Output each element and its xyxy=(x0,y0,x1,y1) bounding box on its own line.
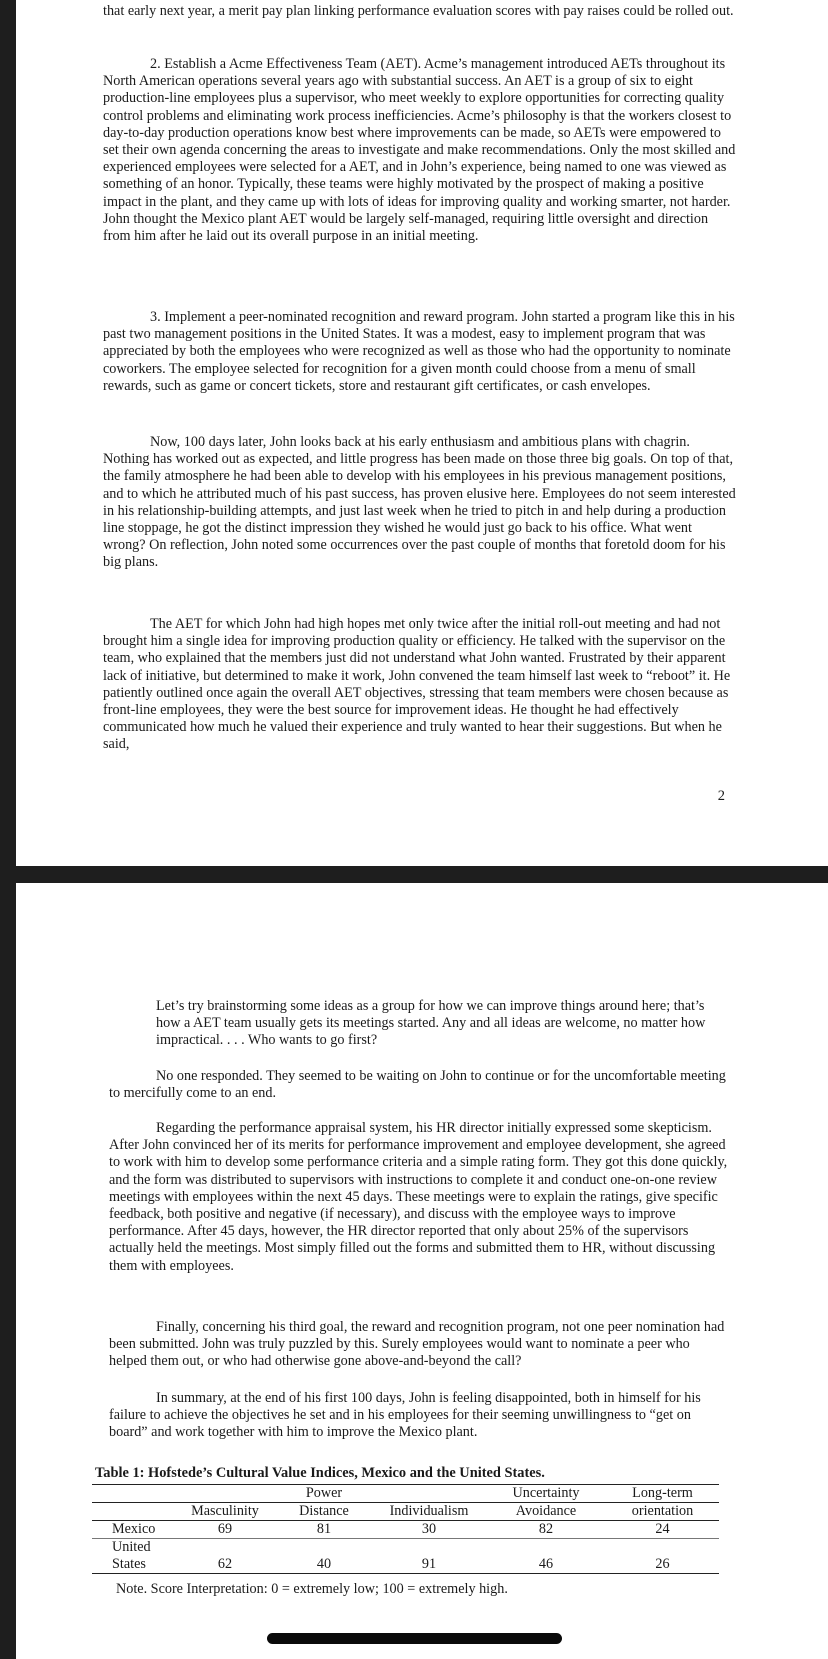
header-orientation: orientation xyxy=(631,1503,694,1519)
paragraph-peer-recognition: 3. Implement a peer-nominated recognition and reward program. John started a program like this in his past two management positions in the United States. It was a modest, easy to implement program that was appreciated by both the employees who were recognized as well as those who had the opportunity to nominate coworkers. The employee selected for recognition for a given month could choose from a menu of small rewards, such as game or concert tickets, store and restaurant gift certificates, or cash envelopes. xyxy=(103,309,735,394)
uncertainty-avoidance-cell: 46 xyxy=(538,1556,554,1572)
block-quote: Let’s try brainstorming some ideas as a group for how we can improve things around here; that’s how a AET team usually gets its meetings started. Any and all ideas are welcome, no matter how impractical. . . . Who wants to go first? xyxy=(156,998,706,1049)
country-cell-line2: States xyxy=(112,1556,146,1572)
header-top-blank-3 xyxy=(372,1485,486,1503)
table-row xyxy=(92,1556,719,1574)
header-masculinity: Masculinity xyxy=(191,1503,259,1519)
long-term-cell: 26 xyxy=(655,1556,670,1572)
individualism-cell: 91 xyxy=(421,1556,437,1572)
long-term-cell: 24 xyxy=(655,1521,670,1537)
paragraph-performance-appraisal: Regarding the performance appraisal system, his HR director initially expressed some skepticism. After John convinced her of its merits for performance improvement and employee development, she agreed to work with him to develop some performance criteria and a simple rating form. They got this done quickly, and the form was distributed to supervisors with instructions to complete it and conduct one-on-one review meetings with employees within the next 45 days. These meetings were to explain the ratings, give specific feedback, both positive and negative (if necessary), and discuss with the employee ways to improve performance. After 45 days, however, the HR director reported that only about 25% of the supervisors actually held the meetings. Most simply filled out the forms and submitted them to HR, without discussing them with employees. xyxy=(109,1120,728,1274)
masculinity-cell: 62 xyxy=(217,1556,233,1572)
document-page-1 xyxy=(16,0,828,866)
country-cell-line1: United xyxy=(112,1539,151,1555)
hofstede-table xyxy=(92,1484,719,1574)
masculinity-cell: 69 xyxy=(217,1521,233,1537)
header-distance: Distance xyxy=(299,1503,349,1519)
header-avoidance: Avoidance xyxy=(515,1503,577,1519)
header-top-blank-1 xyxy=(92,1485,174,1503)
individualism-cell: 30 xyxy=(421,1521,437,1537)
country-cell: Mexico xyxy=(112,1521,156,1537)
home-indicator[interactable] xyxy=(267,1633,562,1644)
paragraph-aet-results: The AET for which John had high hopes met only twice after the initial roll-out meeting and had not brought him a single idea for improving production quality or efficiency. He talked with the supervisor on the team, who explained that the members just did not understand what John wanted. Frustrated by their apparent lack of initiative, but determined to make it work, John convened the team himself last week to “reboot” it. He patiently outlined once again the overall AET objectives, stressing that team members were chosen because as front-line employees, they were the best source for improvement ideas. He thought he had effectively communicated how much he valued their experience and truly wanted to hear their suggestions. But when he said, xyxy=(103,616,731,753)
paragraph-no-one-responded: No one responded. They seemed to be waiting on John to continue or for the uncomfortable meeting to mercifully come to an end. xyxy=(109,1068,726,1102)
paragraph-100-days: Now, 100 days later, John looks back at his early enthusiasm and ambitious plans with chagrin. Nothing has worked out as expected, and little progress has been made on those three big goals. On top of that, the family atmosphere he had been able to develop with his employees in his previous management positions, and to which he attributed much of his past success, has proven elusive here. Employees do not seem interested in his relationship-building attempts, and just last week when he tried to pitch in and help during a production line stoppage, he got the distinct impression they wished he would just go back to his office. What went wrong? On reflection, John noted some occurrences over the past couple of months that foretold doom for his big plans. xyxy=(103,434,736,571)
header-country-blank xyxy=(92,1503,174,1521)
paragraph-merit-pay: that early next year, a merit pay plan linking performance evaluation scores with pay raises could be rolled out. xyxy=(103,3,734,19)
power-distance-cell: 40 xyxy=(316,1556,332,1572)
paragraph-aet-goal: 2. Establish a Acme Effectiveness Team (AET). Acme’s management introduced AETs throughout its North American operations several years ago with substantial success. An AET is a group of six to eight production-line employees plus a supervisor, who meet weekly to explore opportunities for correcting quality control problems and eliminating work process inefficiencies. Acme’s philosophy is that the workers closest to day-to-day production operations know best where improvements can be made, so AETs were empowered to set their own agenda concerning the areas to investigate and make recommendations. Only the most skilled and experienced employees were selected for a AET, and in John’s experience, being named to one was viewed as something of an honor. Typically, these teams were highly motivated by the prospect of making a positive impact in the plant, and they came up with lots of ideas for improving quality and working smarter, not harder. John thought the Mexico plant AET would be largely self-managed, requiring little oversight and direction from him after he laid out its overall purpose in an initial meeting. xyxy=(103,56,736,245)
uncertainty-avoidance-cell: 82 xyxy=(538,1521,554,1537)
paragraph-summary: In summary, at the end of his first 100 days, John is feeling disappointed, both in himself for his failure to achieve the objectives he set and in his employees for their seeming unwillingness to “get on board” and work together with him to improve the Mexico plant. xyxy=(109,1390,701,1441)
table-row xyxy=(92,1521,719,1539)
table-title: Table 1: Hofstede’s Cultural Value Indices, Mexico and the United States. xyxy=(95,1465,545,1481)
power-distance-cell: 81 xyxy=(316,1521,332,1537)
header-power: Power xyxy=(305,1485,343,1501)
header-individualism: Individualism xyxy=(389,1503,469,1519)
paragraph-reward-program: Finally, concerning his third goal, the reward and recognition program, not one peer nomination had been submitted. John was truly puzzled by this. Surely employees would want to nominate a peer who helped them out, or who had otherwise gone above-and-beyond the call? xyxy=(109,1319,725,1370)
page-number: 2 xyxy=(717,788,725,804)
header-top-blank-2 xyxy=(174,1485,276,1503)
table-note: Note. Score Interpretation: 0 = extremely low; 100 = extremely high. xyxy=(116,1581,508,1597)
header-long-term: Long-term xyxy=(632,1485,693,1501)
table-row-country-line xyxy=(92,1539,719,1557)
header-uncertainty: Uncertainty xyxy=(512,1485,580,1501)
